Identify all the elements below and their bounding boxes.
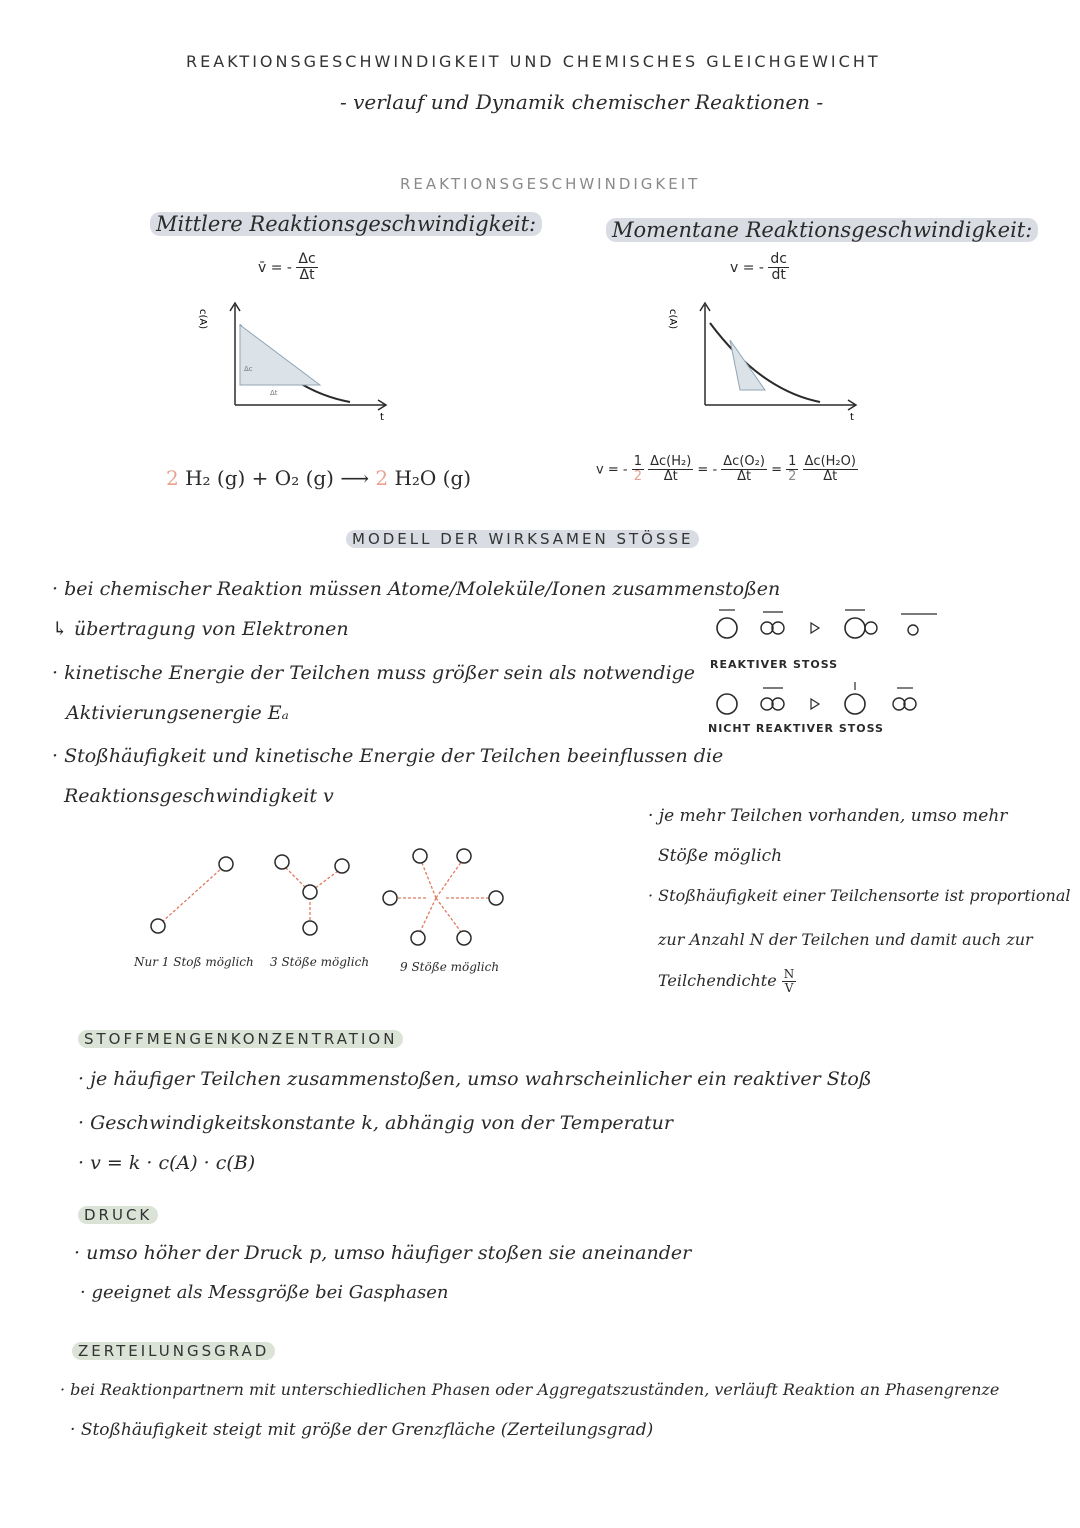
particle-3b [457,849,471,863]
atom-a [717,694,737,714]
reactive-label: REAKTIVER STOSS [710,658,839,671]
molecule-b1 [761,698,773,710]
collision-count-diagrams [130,840,530,950]
collision-bullet-2: ↳ übertragung von Elektronen [52,618,349,640]
instant-rate-label: Momentane Reaktionsgeschwindigkeit: [606,218,1038,242]
section-heading-concentration: STOFFMENGENKONZENTRATION [78,1030,403,1048]
atom-a [717,618,737,638]
section-heading-pressure: DRUCK [78,1206,158,1224]
reactive-collision-diagram [705,600,945,650]
product-ab2 [865,622,877,634]
collision-bullet-3: · kinetische Energie der Teilchen muss größer sein als notwendige [52,662,696,684]
mean-graph-delta-c: Δc [244,365,253,373]
product-ab1 [845,618,865,638]
page-title: REAKTIONSGESCHWINDIGKEIT UND CHEMISCHES GLEICHGEWICHT [186,52,881,71]
pressure-bullet-1: · umso höher der Druck p, umso häufiger stoßen sie aneinander [74,1242,692,1264]
particle-1b [151,919,165,933]
product-b [908,625,918,635]
molecule-after-1 [893,698,905,710]
collision-bullet-3b: Aktivierungsenergie Eₐ [66,702,289,724]
collision-line-1 [162,868,222,922]
collision-line-3f [436,898,464,936]
right-bullet-2c: Teilchendichte $\frac{N}{V}$ [658,967,795,996]
molecule-b1 [761,622,773,634]
mean-graph-delta-t: Δt [270,389,278,397]
collision-bullet-4b: Reaktionsgeschwindigkeit v [64,785,334,807]
collision-bullet-1: · bei chemischer Reaktion müssen Atome/Moleküle/Ionen zusammenstoßen [52,578,781,600]
molecule-b2 [772,698,784,710]
right-bullet-1: · je mehr Teilchen vorhanden, umso mehr [648,806,1008,826]
nonreactive-collision-diagram [705,680,945,724]
instant-rate-graph [667,295,870,425]
division-bullet-2: · Stoßhäufigkeit steigt mit größe der Grenzfläche (Zerteilungsgrad) [70,1420,654,1440]
particle-1a [219,857,233,871]
collision-line-3d [436,858,464,898]
instant-rate-formula: v = - $\frac{dc}{dt}$ [730,251,788,284]
instant-graph-y-label: c(A) [667,309,678,330]
mean-graph-x-label: t [380,412,384,423]
right-bullet-2b: zur Anzahl N der Teilchen und damit auch zur [658,930,1033,949]
collision-line-3c [420,858,436,898]
particle-2c [303,885,317,899]
particle-2d [303,921,317,935]
right-bullet-1b: Stöße möglich [658,846,783,866]
particle-3c [383,891,397,905]
mean-graph-y-label: c(A) [197,309,208,330]
section-heading-division: ZERTEILUNGSGRAD [72,1342,275,1360]
particle-3d [489,891,503,905]
section-heading-rate: REAKTIONSGESCHWINDIGKEIT [400,175,701,193]
mean-rate-label: Mittlere Reaktionsgeschwindigkeit: [150,212,542,236]
concentration-bullet-1: · je häufiger Teilchen zusammenstoßen, umso wahrscheinlicher ein reaktiver Stoß [78,1068,872,1090]
mean-rate-graph [197,295,400,425]
diagram-caption-1: Nur 1 Stoß möglich [134,955,254,969]
particle-3a [413,849,427,863]
collision-arrow [811,699,819,709]
atom-a-after [845,694,865,714]
rate-expression: v = - $\frac{1}{2}$ $\frac{\text{Δc(H₂)}}{\Delta t}$ = - $\frac{\text{Δc(O₂)}}{\Delta t}$ = $\frac{1}{2}$ $\frac{\text{Δc(H₂O)}}{\Delta t}$ [596,454,856,485]
particle-2a [275,855,289,869]
mean-rate-formula: v̄ = - $\frac{\Delta c}{\Delta t}$ [258,251,316,284]
concentration-bullet-3: · v = k · c(A) · c(B) [78,1152,256,1174]
right-bullet-2: · Stoßhäufigkeit einer Teilchensorte ist proportional [648,886,1071,905]
collision-line-3e [418,898,436,936]
diagram-caption-2: 3 Stöße möglich [270,955,370,969]
molecule-b2 [772,622,784,634]
section-heading-collision: MODELL DER WIRKSAMEN STÖSSE [346,530,699,548]
division-bullet-1: · bei Reaktionpartnern mit unterschiedlichen Phasen oder Aggregatszuständen, verläuft Reaktion an Phasengrenze [60,1380,1000,1399]
particle-3e [411,931,425,945]
mean-graph-triangle [240,325,320,385]
nonreactive-label: NICHT REAKTIVER STOSS [708,722,884,735]
particle-2b [335,859,349,873]
instant-graph-tangent [730,340,765,390]
molecule-after-2 [904,698,916,710]
instant-graph-x-label: t [850,412,854,423]
page-subtitle: - verlauf und Dynamik chemischer Reaktionen - [340,90,824,114]
pressure-bullet-2: · geeignet als Messgröße bei Gasphasen [80,1282,449,1303]
particle-3f [457,931,471,945]
reaction-equation: 2 H₂ (g) + O₂ (g) ⟶ 2 H₂O (g) [166,466,472,490]
reaction-arrow [811,623,819,633]
concentration-bullet-2: · Geschwindigkeitskonstante k, abhängig von der Temperatur [78,1112,673,1134]
diagram-caption-3: 9 Stöße möglich [400,960,500,974]
collision-bullet-4: · Stoßhäufigkeit und kinetische Energie der Teilchen beeinflussen die [52,745,724,767]
